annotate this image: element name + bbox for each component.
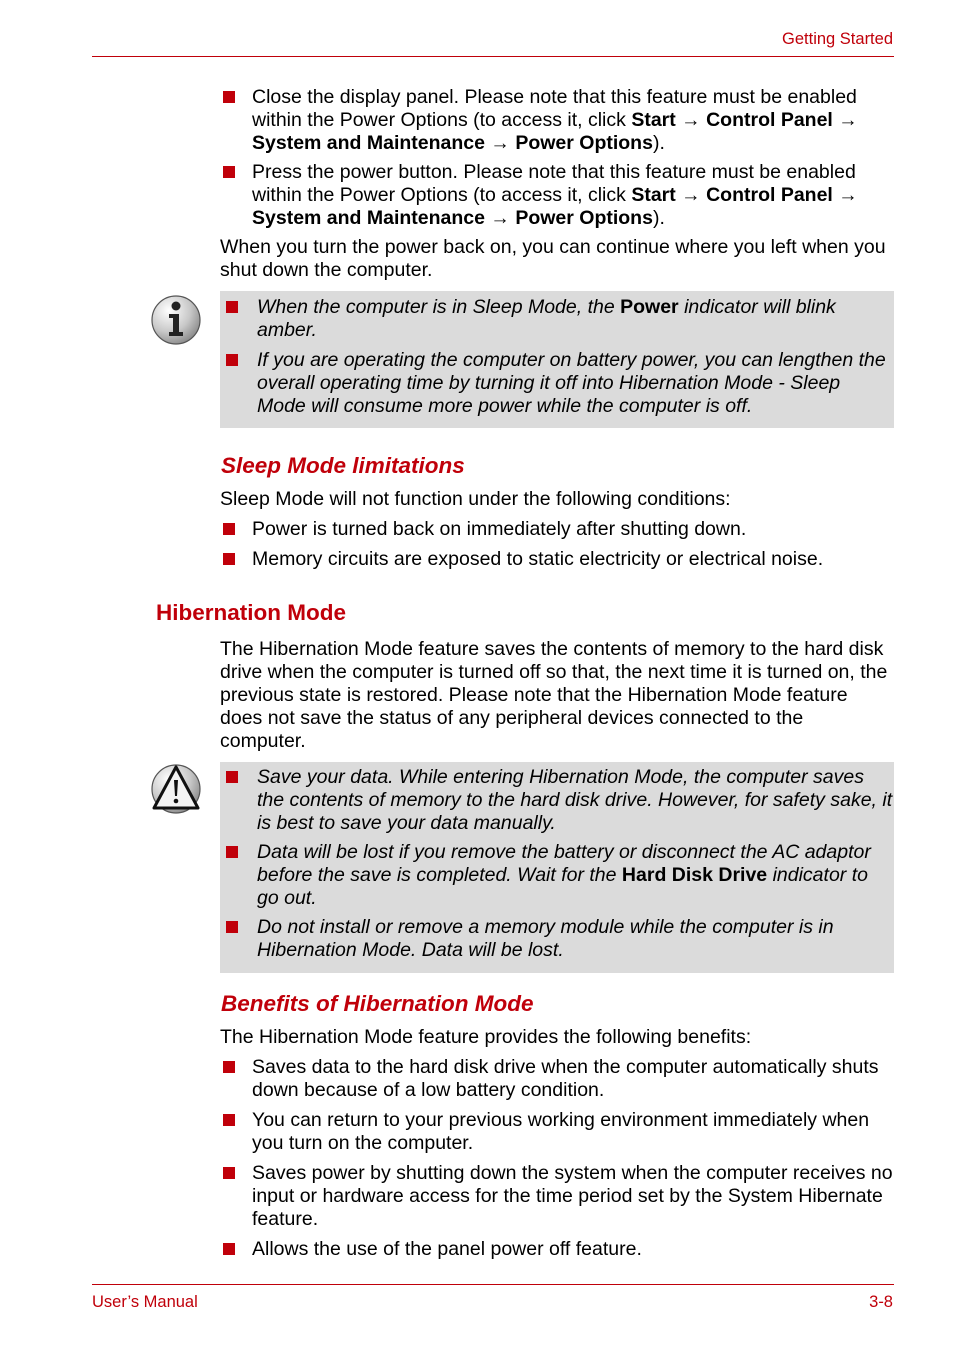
list-item: Saves power by shutting down the system when the computer receives no input or hardware access for the time period set by the System Hibernate feature. [220,1162,894,1231]
header-rule [92,56,894,57]
bullet-square [226,846,238,858]
list-item: Do not install or remove a memory module while the computer is in Hibernation Mode. Data will be lost. [220,916,894,962]
running-header: Getting Started [782,30,893,48]
info-icon [150,294,202,352]
resume-paragraph: When you turn the power back on, you can continue where you left when you shut down the computer. [220,236,886,281]
benefits-heading: Benefits of Hibernation Mode [221,991,534,1016]
benefits-body [220,1026,894,1261]
list-item: When the computer is in Sleep Mode, the Power indicator will blink amber. [220,296,894,342]
bullet-square [223,1061,235,1073]
bullet-square [223,553,235,565]
bullet-square [226,921,238,933]
list-item: Press the power button. Please note that this feature must be enabled within the Power Options (to access it, click Start → Control Panel → System and Maintenance → Power Options). [220,161,894,230]
bullet-square [223,166,235,178]
bullet-square [223,1114,235,1126]
hibernation-body: The Hibernation Mode feature saves the contents of memory to the hard disk drive when the computer is turned off so that, the next time it is turned on, the previous state is restored. Please note that the Hibernation Mode feature does not save the status of any peripheral devices connected to the computer. [220,638,888,752]
sleep-limitations-heading: Sleep Mode limitations [221,453,465,478]
list-item: Close the display panel. Please note that this feature must be enabled within the Power Options (to access it, click Start → Control Panel → System and Maintenance → Power Options). [220,86,894,155]
list-item: Saves data to the hard disk drive when the computer automatically shuts down because of a low battery condition. [220,1056,894,1102]
list-item: You can return to your previous working environment immediately when you turn on the computer. [220,1109,894,1155]
list-item: Allows the use of the panel power off feature. [220,1238,894,1261]
footer-rule [92,1284,894,1285]
bullet-square [223,1167,235,1179]
bullet-square [226,771,238,783]
hibernation-heading: Hibernation Mode [156,600,346,625]
footer-manual-title: User’s Manual [92,1293,198,1311]
bullet-square [223,91,235,103]
warning-note-box [220,762,894,973]
page-number: 3-8 [869,1293,893,1311]
list-item: Data will be lost if you remove the battery or disconnect the AC adaptor before the save is completed. Wait for the Hard Disk Drive indicator to go out. [220,841,894,910]
bullet-square [226,301,238,313]
bullet-square [226,354,238,366]
benefits-intro: The Hibernation Mode feature provides the following benefits: [220,1026,752,1048]
list-item: Memory circuits are exposed to static electricity or electrical noise. [220,548,894,571]
info-note-box [220,291,894,428]
bullet-square [223,1243,235,1255]
list-item: Power is turned back on immediately after shutting down. [220,518,894,541]
bullet-square [223,523,235,535]
list-item: If you are operating the computer on battery power, you can lengthen the overall operating time by turning it off into Hibernation Mode - Sleep Mode will consume more power while the computer is off. [220,349,894,418]
power-on-bullets [220,86,894,282]
warning-icon [150,762,202,822]
sleep-limitations-intro: Sleep Mode will not function under the following conditions: [220,488,731,510]
sleep-limitations-body [220,488,894,571]
list-item: Save your data. While entering Hibernation Mode, the computer saves the contents of memory to the hard disk drive. However, for safety sake, it is best to save your data manually. [220,766,894,835]
